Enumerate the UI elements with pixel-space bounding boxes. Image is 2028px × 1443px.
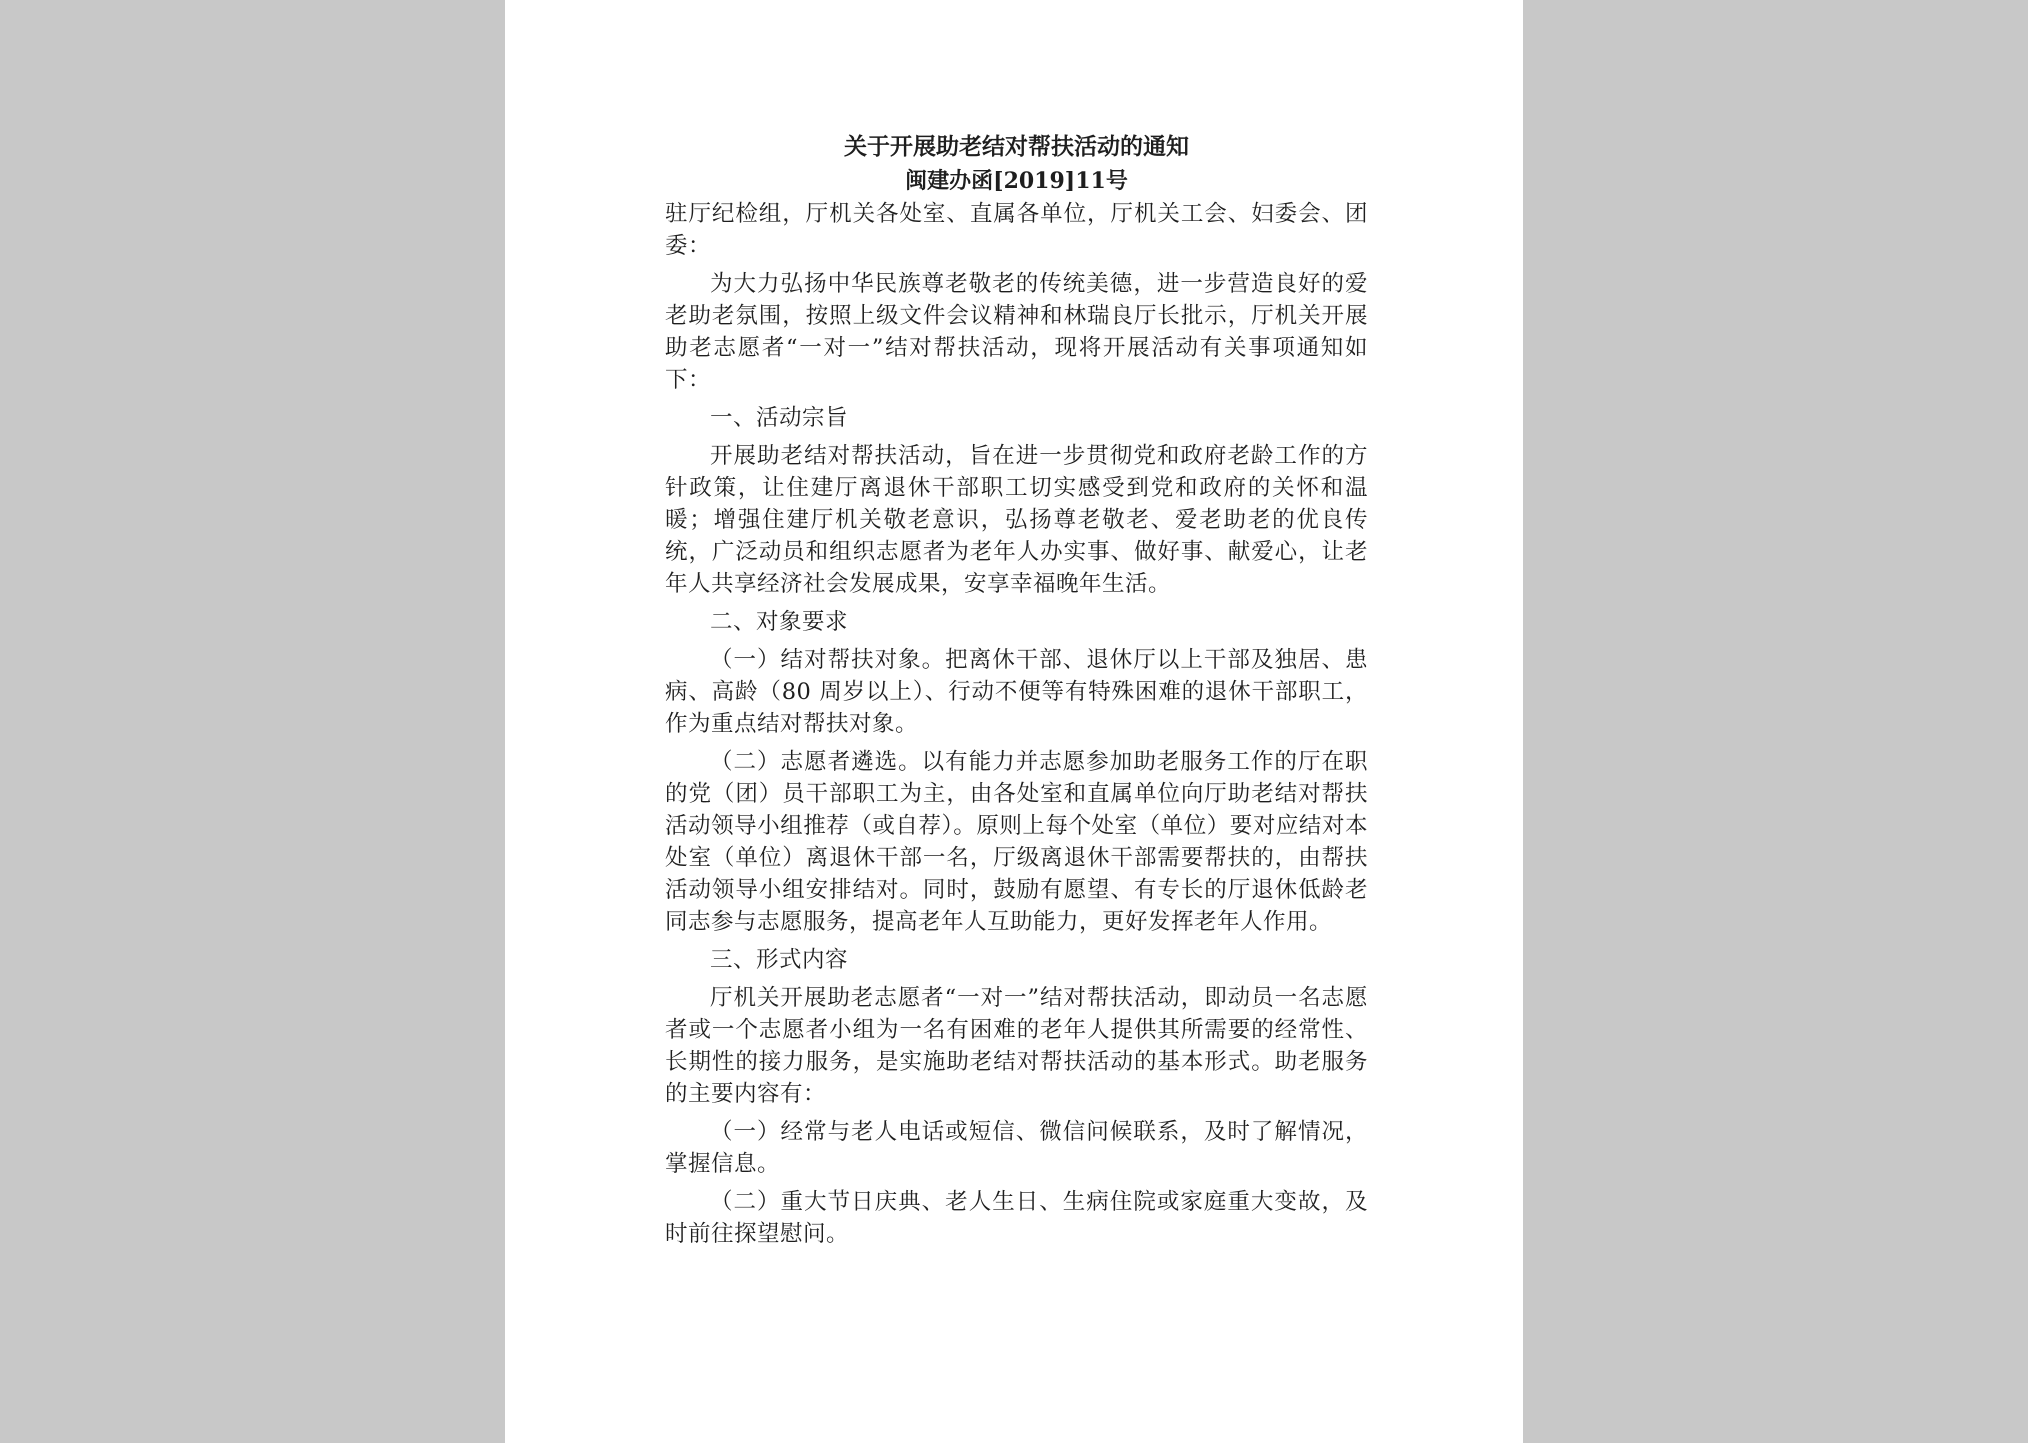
intro-paragraph: 为大力弘扬中华民族尊老敬老的传统美德，进一步营造良好的爱老助老氛围，按照上级文件会议精神和林瑞良厅长批示，厅机关开展助老志愿者“一对一”结对帮扶活动，现将开展活动有关事项通知如下： <box>665 271 1368 393</box>
document-title: 关于开展助老结对帮扶活动的通知 <box>844 133 1189 160</box>
section-3-paragraph: 厅机关开展助老志愿者“一对一”结对帮扶活动，即动员一名志愿者或一个志愿者小组为一名有困难的老年人提供其所需要的经常性、长期性的接力服务，是实施助老结对帮扶活动的基本形式。助老服务的主要内容有： <box>665 985 1368 1107</box>
section-heading-3: 三、形式内容 <box>710 947 849 973</box>
document-number: 闽建办函[2019]11号 <box>905 168 1128 194</box>
section-1-paragraph: 开展助老结对帮扶活动，旨在进一步贯彻党和政府老龄工作的方针政策，让住建厅离退休干部职工切实感受到党和政府的关怀和温暖；增强住建厅机关敬老意识，弘扬尊老敬老、爱老助老的优良传统，广泛动员和组织志愿者为老年人办实事、做好事、献爱心，让老年人共享经济社会发展成果，安享幸福晚年生活。 <box>665 443 1368 597</box>
section-3-item-2: （二）重大节日庆典、老人生日、生病住院或家庭重大变故，及时前往探望慰问。 <box>665 1189 1368 1247</box>
section-3-item-1: （一）经常与老人电话或短信、微信问候联系，及时了解情况，掌握信息。 <box>665 1119 1368 1177</box>
section-2-item-2: （二）志愿者遴选。以有能力并志愿参加助老服务工作的厅在职的党（团）员干部职工为主，由各处室和直属单位向厅助老结对帮扶活动领导小组推荐（或自荐）。原则上每个处室（单位）要对应结对本处室（单位）离退休干部一名，厅级离退休干部需要帮扶的，由帮扶活动领导小组安排结对。同时，鼓励有愿望、有专长的厅退休低龄老同志参与志愿服务，提高老年人互助能力，更好发挥老年人作用。 <box>665 749 1368 935</box>
section-heading-1: 一、活动宗旨 <box>710 405 849 431</box>
section-2-item-1: （一）结对帮扶对象。把离休干部、退休厅以上干部及独居、患病、高龄（80 周岁以上）、行动不便等有特殊困难的退休干部职工，作为重点结对帮扶对象。 <box>665 647 1368 737</box>
addressee: 驻厅纪检组，厅机关各处室、直属各单位，厅机关工会、妇委会、团委： <box>665 201 1368 259</box>
section-heading-2: 二、对象要求 <box>710 609 849 635</box>
page-content <box>665 130 1368 1256</box>
document-page <box>505 0 1523 1443</box>
